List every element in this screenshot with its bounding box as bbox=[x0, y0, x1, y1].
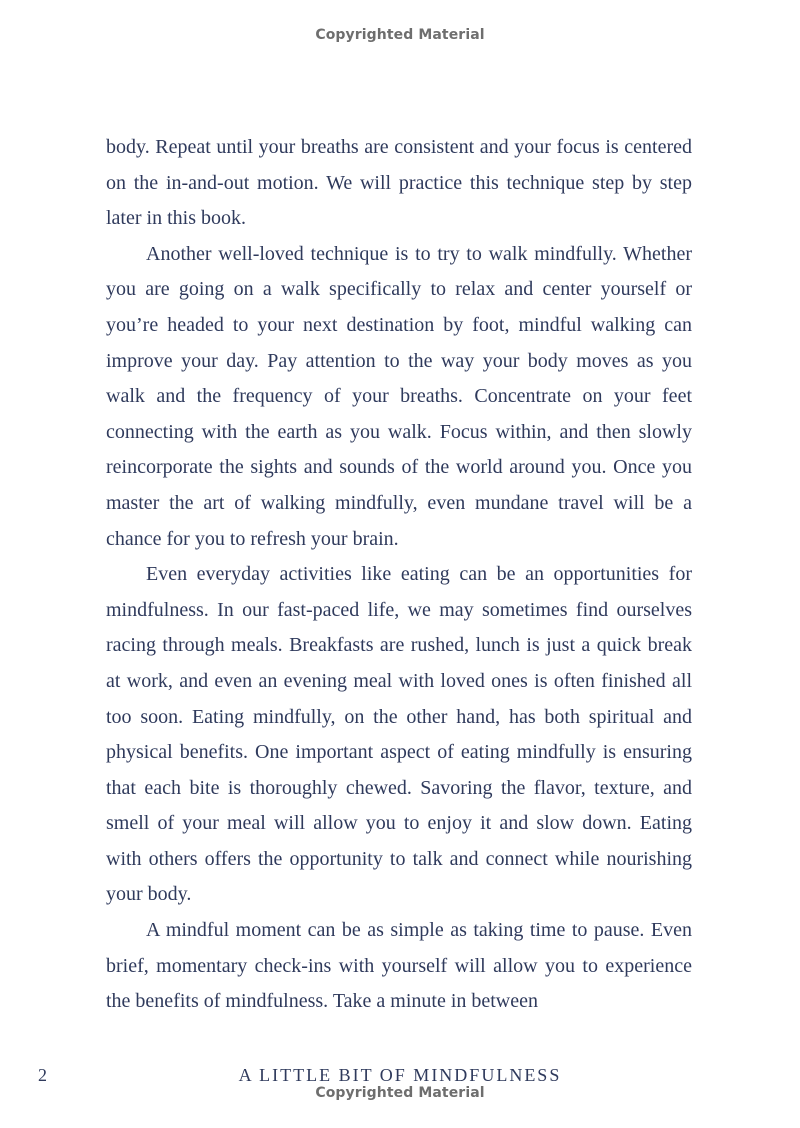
paragraph-3: Even everyday activities like eating can be an opportunities for mindfulness. In our fast-paced life, we may sometimes find ourselves racing through meals. Breakfasts are rushed, lunch is just a quick break at work, and even an evening meal with loved ones is often finished all too soon. Eating mindfully, on the other hand, has both spiritual and physical benefits. One important aspect of eating mindfully is ensuring that each bite is thoroughly chewed. Savoring the flavor, texture, and smell of your meal will allow you to enjoy it and slow down. Eating with others offers the opportunity to talk and connect while nourishing your body. bbox=[106, 563, 692, 906]
paragraph-2: Another well-loved technique is to try to walk mindfully. Whether you are going on a walk specifically to relax and center yourself or you’re headed to your next destination by foot, mindful walking can improve your day. Pay attention to the way your body moves as you walk and the frequency of your breaths. Concentrate on your feet connecting with the earth as you walk. Focus within, and then slowly reincorporate the sights and sounds of the world around you. Once you master the art of walking mindfully, even mundane travel will be a chance for you to refresh your brain. bbox=[106, 242, 692, 550]
copyright-notice-top: Copyrighted Material bbox=[315, 27, 485, 43]
body-text bbox=[106, 130, 692, 1020]
page-number: 2 bbox=[38, 1065, 47, 1085]
running-title: A LITTLE BIT OF MINDFULNESS bbox=[238, 1065, 562, 1085]
copyright-notice-bottom: Copyrighted Material bbox=[315, 1085, 485, 1101]
paragraph-1: body. Repeat until your breaths are consistent and your focus is centered on the in-and-out motion. We will practice this technique step by step later in this book. bbox=[106, 136, 692, 230]
paragraph-4: A mindful moment can be as simple as taking time to pause. Even brief, momentary check-ins with yourself will allow you to experience the benefits of mindfulness. Take a minute in between bbox=[106, 919, 692, 1013]
